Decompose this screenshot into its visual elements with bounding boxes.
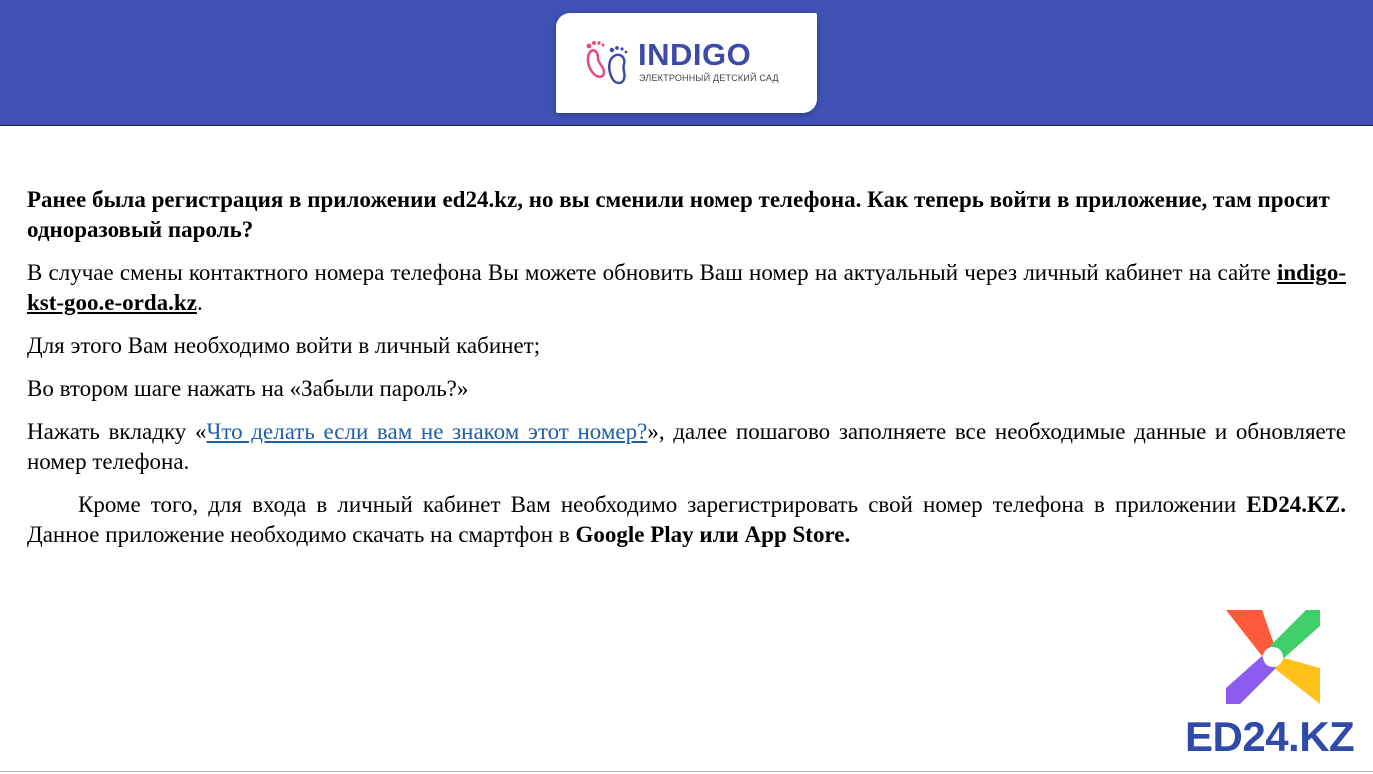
paragraph-app-registration [27, 490, 1346, 550]
paragraph-forgot-password-step: Во втором шаге нажать на «Забыли пароль?» [27, 376, 469, 401]
logo-subtitle: ЭЛЕКТРОННЫЙ ДЕТСКИЙ САД [639, 73, 779, 83]
paragraph-text: Данное приложение необходимо скачать на смартфон в [27, 522, 576, 547]
paragraph-text: », далее пошагово заполняете все необходимые данные и обновляете номер телефона. [27, 419, 1346, 474]
store-names: Google Play или App Store. [575, 522, 851, 547]
paragraph-tab-step [27, 417, 1346, 477]
paragraph-text: . [196, 290, 203, 315]
indigo-logo-card[interactable] [556, 13, 817, 113]
header-banner [0, 0, 1373, 126]
bottom-divider [0, 771, 1373, 772]
ed24-pinwheel-icon[interactable] [1222, 606, 1324, 708]
paragraph-text: Кроме того, для входа в личный кабинет Вам необходимо зарегистрировать свой номер телефона в приложении [78, 492, 1247, 517]
faq-content [27, 185, 1346, 563]
paragraph-login-step: Для этого Вам необходимо войти в личный кабинет; [27, 333, 541, 358]
paragraph-text: Нажать вкладку « [27, 419, 207, 444]
unknown-number-link[interactable]: Что делать если вам не знаком этот номер? [206, 419, 648, 444]
site-link[interactable]: indigo-kst-goo.e-orda.kz [27, 260, 1346, 315]
faq-question: Ранее была регистрация в приложении ed24.kz, но вы сменили номер телефона. Как теперь войти в приложение, там просит одноразовый пароль? [27, 187, 1330, 242]
baby-feet-icon [584, 38, 634, 88]
app-name: ED24.KZ. [1246, 492, 1346, 517]
paragraph-update-number [27, 258, 1346, 318]
ed24-logo-text: ED24.KZ [1185, 713, 1355, 760]
logo-title: INDIGO [638, 37, 752, 72]
paragraph-text: В случае смены контактного номера телефона Вы можете обновить Ваш номер на актуальный через личный кабинет на сайте [27, 260, 1277, 285]
